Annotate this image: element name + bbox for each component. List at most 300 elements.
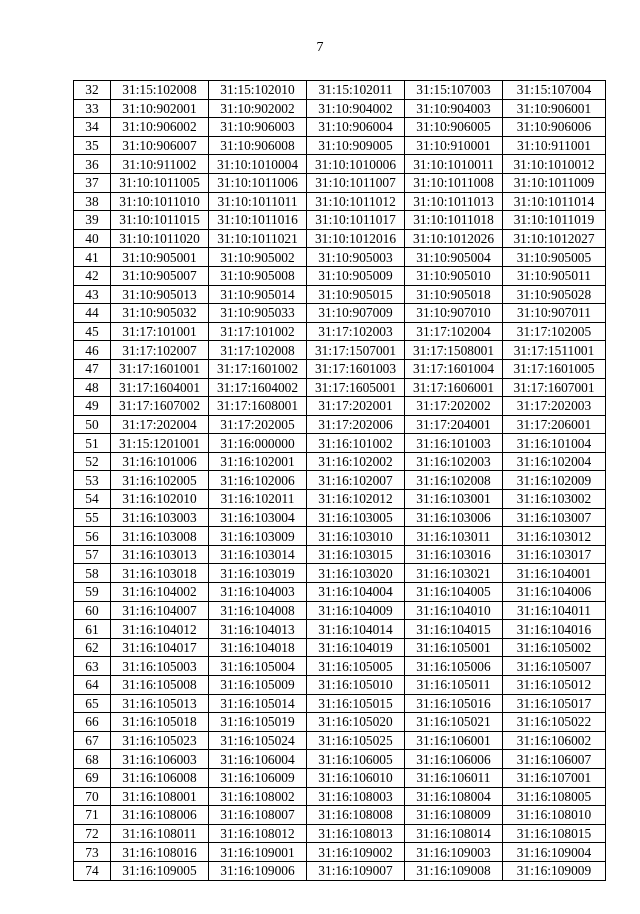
cadastral-code-cell: 31:10:906008	[209, 136, 307, 155]
cadastral-code-cell: 31:10:911002	[111, 155, 209, 174]
row-number: 41	[74, 248, 111, 267]
row-number: 42	[74, 266, 111, 285]
cadastral-code-cell: 31:16:105005	[307, 657, 405, 676]
page-number: 7	[316, 40, 324, 55]
cadastral-code-cell: 31:16:103016	[405, 545, 503, 564]
cadastral-code-cell: 31:16:108002	[209, 787, 307, 806]
row-number: 38	[74, 192, 111, 211]
cadastral-code-cell: 31:10:906004	[307, 118, 405, 137]
cadastral-code-cell: 31:16:102004	[503, 452, 606, 471]
cadastral-code-cell: 31:16:105021	[405, 713, 503, 732]
cadastral-code-cell: 31:17:1601001	[111, 359, 209, 378]
cadastral-code-cell: 31:16:103021	[405, 564, 503, 583]
cadastral-code-cell: 31:10:905008	[209, 266, 307, 285]
cadastral-code-cell: 31:10:1011005	[111, 173, 209, 192]
row-number: 48	[74, 378, 111, 397]
cadastral-code-cell: 31:16:103011	[405, 527, 503, 546]
row-number: 63	[74, 657, 111, 676]
cadastral-code-cell: 31:10:1011021	[209, 229, 307, 248]
cadastral-code-cell: 31:10:1010011	[405, 155, 503, 174]
cadastral-code-cell: 31:16:104010	[405, 601, 503, 620]
row-number: 56	[74, 527, 111, 546]
table-row	[74, 713, 606, 732]
cadastral-code-cell: 31:15:102008	[111, 81, 209, 100]
cadastral-code-cell: 31:10:1012027	[503, 229, 606, 248]
cadastral-code-cell: 31:16:105024	[209, 731, 307, 750]
cadastral-code-cell: 31:17:102007	[111, 341, 209, 360]
cadastral-code-cell: 31:17:202002	[405, 397, 503, 416]
cadastral-code-cell: 31:16:104019	[307, 638, 405, 657]
cadastral-code-cell: 31:16:103012	[503, 527, 606, 546]
cadastral-code-cell: 31:16:105018	[111, 713, 209, 732]
cadastral-code-cell: 31:16:102006	[209, 471, 307, 490]
cadastral-code-cell: 31:10:1011019	[503, 211, 606, 230]
cadastral-code-cell: 31:10:1011006	[209, 173, 307, 192]
cadastral-code-cell: 31:10:905015	[307, 285, 405, 304]
cadastral-code-cell: 31:16:108014	[405, 824, 503, 843]
cadastral-code-cell: 31:10:907010	[405, 304, 503, 323]
row-number: 55	[74, 508, 111, 527]
cadastral-code-cell: 31:16:103010	[307, 527, 405, 546]
cadastral-code-cell: 31:10:1010012	[503, 155, 606, 174]
cadastral-code-cell: 31:16:103003	[111, 508, 209, 527]
cadastral-code-cell: 31:16:104018	[209, 638, 307, 657]
row-number: 33	[74, 99, 111, 118]
cadastral-code-cell: 31:17:101001	[111, 322, 209, 341]
table-row	[74, 620, 606, 639]
cadastral-code-cell: 31:16:108012	[209, 824, 307, 843]
row-number: 37	[74, 173, 111, 192]
table-row	[74, 266, 606, 285]
table-row	[74, 304, 606, 323]
cadastral-code-cell: 31:16:105003	[111, 657, 209, 676]
cadastral-code-cell: 31:16:109003	[405, 843, 503, 862]
cadastral-code-cell: 31:16:105023	[111, 731, 209, 750]
cadastral-code-cell: 31:17:1605001	[307, 378, 405, 397]
cadastral-code-cell: 31:10:905033	[209, 304, 307, 323]
cadastral-code-cell: 31:16:104006	[503, 583, 606, 602]
row-number: 40	[74, 229, 111, 248]
cadastral-code-cell: 31:10:1012016	[307, 229, 405, 248]
cadastral-code-cell: 31:16:102010	[111, 490, 209, 509]
cadastral-code-cell: 31:17:1601002	[209, 359, 307, 378]
cadastral-code-cell: 31:16:105019	[209, 713, 307, 732]
cadastral-code-cell: 31:10:1010006	[307, 155, 405, 174]
cadastral-code-cell: 31:16:103005	[307, 508, 405, 527]
cadastral-code-cell: 31:16:108005	[503, 787, 606, 806]
cadastral-code-cell: 31:10:1011007	[307, 173, 405, 192]
cadastral-code-cell: 31:16:106011	[405, 768, 503, 787]
cadastral-code-cell: 31:16:105015	[307, 694, 405, 713]
cadastral-code-cell: 31:10:1012026	[405, 229, 503, 248]
table-row	[74, 471, 606, 490]
cadastral-code-cell: 31:10:1011020	[111, 229, 209, 248]
cadastral-code-cell: 31:17:202001	[307, 397, 405, 416]
cadastral-code-cell: 31:16:103007	[503, 508, 606, 527]
row-number: 73	[74, 843, 111, 862]
cadastral-code-cell: 31:16:109007	[307, 861, 405, 880]
row-number: 45	[74, 322, 111, 341]
cadastral-code-cell: 31:16:109008	[405, 861, 503, 880]
table-row	[74, 843, 606, 862]
row-number: 61	[74, 620, 111, 639]
cadastral-code-cell: 31:16:108009	[405, 806, 503, 825]
table-row	[74, 81, 606, 100]
cadastral-code-cell: 31:10:1011011	[209, 192, 307, 211]
cadastral-code-cell: 31:16:103020	[307, 564, 405, 583]
row-number: 67	[74, 731, 111, 750]
cadastral-code-cell: 31:10:905004	[405, 248, 503, 267]
cadastral-code-cell: 31:16:105006	[405, 657, 503, 676]
cadastral-code-cell: 31:16:102012	[307, 490, 405, 509]
row-number: 47	[74, 359, 111, 378]
cadastral-code-cell: 31:16:106001	[405, 731, 503, 750]
cadastral-code-cell: 31:16:106006	[405, 750, 503, 769]
cadastral-code-cell: 31:10:905009	[307, 266, 405, 285]
row-number: 52	[74, 452, 111, 471]
cadastral-code-cell: 31:16:104016	[503, 620, 606, 639]
cadastral-code-cell: 31:16:104003	[209, 583, 307, 602]
cadastral-code-cell: 31:17:1601005	[503, 359, 606, 378]
cadastral-code-cell: 31:16:106008	[111, 768, 209, 787]
cadastral-code-cell: 31:10:902002	[209, 99, 307, 118]
cadastral-code-cell: 31:16:105008	[111, 676, 209, 695]
cadastral-code-cell: 31:10:906005	[405, 118, 503, 137]
cadastral-code-cell: 31:16:103014	[209, 545, 307, 564]
cadastral-code-cell: 31:15:102010	[209, 81, 307, 100]
table-row	[74, 322, 606, 341]
cadastral-code-cell: 31:16:104015	[405, 620, 503, 639]
cadastral-code-cell: 31:17:1604001	[111, 378, 209, 397]
cadastral-code-cell: 31:17:206001	[503, 415, 606, 434]
row-number: 36	[74, 155, 111, 174]
cadastral-code-cell: 31:10:905013	[111, 285, 209, 304]
cadastral-code-cell: 31:16:105017	[503, 694, 606, 713]
row-number: 59	[74, 583, 111, 602]
cadastral-code-cell: 31:10:906001	[503, 99, 606, 118]
cadastral-code-cell: 31:16:104009	[307, 601, 405, 620]
cadastral-code-cell: 31:17:1511001	[503, 341, 606, 360]
cadastral-code-cell: 31:17:1601004	[405, 359, 503, 378]
cadastral-code-cell: 31:17:1508001	[405, 341, 503, 360]
cadastral-code-cell: 31:15:107004	[503, 81, 606, 100]
table-row	[74, 676, 606, 695]
cadastral-code-cell: 31:16:102011	[209, 490, 307, 509]
cadastral-code-cell: 31:10:1011017	[307, 211, 405, 230]
row-number: 60	[74, 601, 111, 620]
cadastral-code-cell: 31:17:102008	[209, 341, 307, 360]
row-number: 68	[74, 750, 111, 769]
cadastral-code-cell: 31:16:106003	[111, 750, 209, 769]
table-row	[74, 192, 606, 211]
cadastral-code-cell: 31:16:103019	[209, 564, 307, 583]
cadastral-code-cell: 31:17:1607002	[111, 397, 209, 416]
table-body	[74, 81, 606, 881]
cadastral-code-cell: 31:16:102002	[307, 452, 405, 471]
cadastral-code-cell: 31:16:109009	[503, 861, 606, 880]
table-row	[74, 99, 606, 118]
cadastral-code-cell: 31:16:108015	[503, 824, 606, 843]
cadastral-code-cell: 31:10:902001	[111, 99, 209, 118]
cadastral-code-cell: 31:16:109001	[209, 843, 307, 862]
cadastral-code-cell: 31:17:202003	[503, 397, 606, 416]
cadastral-code-cell: 31:16:106004	[209, 750, 307, 769]
table-row	[74, 490, 606, 509]
cadastral-code-cell: 31:16:102001	[209, 452, 307, 471]
table-row	[74, 601, 606, 620]
table-row	[74, 527, 606, 546]
cadastral-code-cell: 31:16:101003	[405, 434, 503, 453]
table-row	[74, 545, 606, 564]
table-row	[74, 397, 606, 416]
cadastral-code-cell: 31:16:105016	[405, 694, 503, 713]
table-row	[74, 806, 606, 825]
cadastral-code-cell: 31:17:102004	[405, 322, 503, 341]
cadastral-code-cell: 31:15:107003	[405, 81, 503, 100]
cadastral-code-cell: 31:16:105012	[503, 676, 606, 695]
cadastral-code-cell: 31:16:108011	[111, 824, 209, 843]
cadastral-code-cell: 31:10:906002	[111, 118, 209, 137]
table-row	[74, 731, 606, 750]
row-number: 66	[74, 713, 111, 732]
table-row	[74, 434, 606, 453]
table-row	[74, 508, 606, 527]
table-row	[74, 173, 606, 192]
cadastral-code-cell: 31:16:103009	[209, 527, 307, 546]
cadastral-code-cell: 31:17:1601003	[307, 359, 405, 378]
cadastral-code-cell: 31:16:105007	[503, 657, 606, 676]
cadastral-code-cell: 31:16:108010	[503, 806, 606, 825]
cadastral-code-cell: 31:16:104013	[209, 620, 307, 639]
cadastral-code-cell: 31:16:105025	[307, 731, 405, 750]
cadastral-code-cell: 31:16:103008	[111, 527, 209, 546]
row-number: 46	[74, 341, 111, 360]
cadastral-code-cell: 31:10:904002	[307, 99, 405, 118]
cadastral-code-cell: 31:17:102005	[503, 322, 606, 341]
cadastral-code-cell: 31:15:102011	[307, 81, 405, 100]
row-number: 70	[74, 787, 111, 806]
table-row	[74, 750, 606, 769]
cadastral-code-cell: 31:10:905018	[405, 285, 503, 304]
row-number: 57	[74, 545, 111, 564]
cadastral-code-cell: 31:10:1010004	[209, 155, 307, 174]
cadastral-code-cell: 31:16:104008	[209, 601, 307, 620]
row-number: 72	[74, 824, 111, 843]
cadastral-code-cell: 31:10:905001	[111, 248, 209, 267]
cadastral-code-cell: 31:10:904003	[405, 99, 503, 118]
cadastral-code-cell: 31:10:906003	[209, 118, 307, 137]
cadastral-code-cell: 31:16:105022	[503, 713, 606, 732]
cadastral-code-cell: 31:16:106002	[503, 731, 606, 750]
table-row	[74, 638, 606, 657]
cadastral-code-cell: 31:16:106007	[503, 750, 606, 769]
cadastral-code-cell: 31:16:103018	[111, 564, 209, 583]
cadastral-code-cell: 31:17:202005	[209, 415, 307, 434]
table-row	[74, 211, 606, 230]
row-number: 32	[74, 81, 111, 100]
cadastral-code-cell: 31:16:107001	[503, 768, 606, 787]
cadastral-code-cell: 31:16:102009	[503, 471, 606, 490]
cadastral-code-cell: 31:10:905003	[307, 248, 405, 267]
cadastral-code-cell: 31:16:104007	[111, 601, 209, 620]
cadastral-code-cell: 31:16:109006	[209, 861, 307, 880]
table-row	[74, 136, 606, 155]
cadastral-code-cell: 31:16:104017	[111, 638, 209, 657]
cadastral-code-cell: 31:16:102005	[111, 471, 209, 490]
cadastral-code-cell: 31:16:105002	[503, 638, 606, 657]
table-row	[74, 564, 606, 583]
row-number: 35	[74, 136, 111, 155]
cadastral-code-cell: 31:16:101004	[503, 434, 606, 453]
cadastral-codes-table	[73, 80, 606, 881]
cadastral-code-cell: 31:10:905002	[209, 248, 307, 267]
row-number: 34	[74, 118, 111, 137]
row-number: 58	[74, 564, 111, 583]
cadastral-code-cell: 31:10:1011013	[405, 192, 503, 211]
cadastral-code-cell: 31:16:109002	[307, 843, 405, 862]
cadastral-code-cell: 31:17:1607001	[503, 378, 606, 397]
cadastral-code-cell: 31:16:103013	[111, 545, 209, 564]
cadastral-code-cell: 31:16:105020	[307, 713, 405, 732]
cadastral-code-cell: 31:16:106009	[209, 768, 307, 787]
row-number: 54	[74, 490, 111, 509]
row-number: 53	[74, 471, 111, 490]
table-row	[74, 694, 606, 713]
cadastral-code-cell: 31:10:1011008	[405, 173, 503, 192]
cadastral-code-cell: 31:10:905032	[111, 304, 209, 323]
cadastral-code-cell: 31:10:1011015	[111, 211, 209, 230]
cadastral-code-cell: 31:16:108016	[111, 843, 209, 862]
cadastral-code-cell: 31:16:103004	[209, 508, 307, 527]
cadastral-code-cell: 31:16:103017	[503, 545, 606, 564]
cadastral-code-cell: 31:16:101002	[307, 434, 405, 453]
cadastral-code-cell: 31:10:909005	[307, 136, 405, 155]
cadastral-code-cell: 31:16:109004	[503, 843, 606, 862]
table-row	[74, 787, 606, 806]
cadastral-code-cell: 31:16:105009	[209, 676, 307, 695]
cadastral-code-cell: 31:10:907009	[307, 304, 405, 323]
table-row	[74, 359, 606, 378]
cadastral-code-cell: 31:16:104014	[307, 620, 405, 639]
table-row	[74, 248, 606, 267]
cadastral-code-cell: 31:16:104002	[111, 583, 209, 602]
cadastral-code-cell: 31:16:108004	[405, 787, 503, 806]
row-number: 62	[74, 638, 111, 657]
row-number: 49	[74, 397, 111, 416]
cadastral-code-cell: 31:16:104005	[405, 583, 503, 602]
table-row	[74, 118, 606, 137]
cadastral-code-cell: 31:16:105004	[209, 657, 307, 676]
cadastral-code-cell: 31:16:101006	[111, 452, 209, 471]
cadastral-code-cell: 31:10:1011012	[307, 192, 405, 211]
row-number: 43	[74, 285, 111, 304]
table-row	[74, 341, 606, 360]
cadastral-code-cell: 31:17:1608001	[209, 397, 307, 416]
table-row	[74, 768, 606, 787]
cadastral-code-cell: 31:10:1011010	[111, 192, 209, 211]
cadastral-code-cell: 31:16:103015	[307, 545, 405, 564]
cadastral-code-cell: 31:16:108007	[209, 806, 307, 825]
cadastral-code-cell: 31:17:1507001	[307, 341, 405, 360]
cadastral-code-cell: 31:10:905005	[503, 248, 606, 267]
cadastral-code-cell: 31:16:104004	[307, 583, 405, 602]
row-number: 65	[74, 694, 111, 713]
cadastral-code-cell: 31:10:906006	[503, 118, 606, 137]
table-row	[74, 229, 606, 248]
table-row	[74, 824, 606, 843]
cadastral-code-cell: 31:16:106005	[307, 750, 405, 769]
cadastral-code-cell: 31:17:202006	[307, 415, 405, 434]
cadastral-code-cell: 31:16:104011	[503, 601, 606, 620]
table-row	[74, 415, 606, 434]
table-row	[74, 378, 606, 397]
row-number: 69	[74, 768, 111, 787]
row-number: 39	[74, 211, 111, 230]
table-row	[74, 583, 606, 602]
cadastral-code-cell: 31:16:108003	[307, 787, 405, 806]
table-row	[74, 657, 606, 676]
cadastral-code-cell: 31:16:105001	[405, 638, 503, 657]
cadastral-code-cell: 31:16:103002	[503, 490, 606, 509]
row-number: 50	[74, 415, 111, 434]
cadastral-code-cell: 31:10:905010	[405, 266, 503, 285]
cadastral-code-cell: 31:10:1011016	[209, 211, 307, 230]
cadastral-code-cell: 31:17:1604002	[209, 378, 307, 397]
cadastral-code-cell: 31:16:108006	[111, 806, 209, 825]
cadastral-code-cell: 31:16:105013	[111, 694, 209, 713]
cadastral-code-cell: 31:17:101002	[209, 322, 307, 341]
table-row	[74, 155, 606, 174]
row-number: 51	[74, 434, 111, 453]
row-number: 64	[74, 676, 111, 695]
table-row	[74, 285, 606, 304]
cadastral-code-cell: 31:10:1011018	[405, 211, 503, 230]
cadastral-code-cell: 31:10:1011009	[503, 173, 606, 192]
cadastral-code-cell: 31:16:109005	[111, 861, 209, 880]
row-number: 74	[74, 861, 111, 880]
cadastral-code-cell: 31:17:204001	[405, 415, 503, 434]
cadastral-code-cell: 31:10:1011014	[503, 192, 606, 211]
cadastral-code-cell: 31:16:108001	[111, 787, 209, 806]
table-row	[74, 861, 606, 880]
cadastral-code-cell: 31:16:103006	[405, 508, 503, 527]
row-number: 44	[74, 304, 111, 323]
cadastral-code-cell: 31:15:1201001	[111, 434, 209, 453]
table-row	[74, 452, 606, 471]
cadastral-code-cell: 31:16:102008	[405, 471, 503, 490]
cadastral-code-cell: 31:16:108008	[307, 806, 405, 825]
cadastral-code-cell: 31:16:104001	[503, 564, 606, 583]
cadastral-code-cell: 31:10:911001	[503, 136, 606, 155]
cadastral-code-cell: 31:17:102003	[307, 322, 405, 341]
cadastral-code-cell: 31:16:105011	[405, 676, 503, 695]
cadastral-code-cell: 31:16:000000	[209, 434, 307, 453]
cadastral-code-cell: 31:16:103001	[405, 490, 503, 509]
cadastral-code-cell: 31:16:106010	[307, 768, 405, 787]
cadastral-code-cell: 31:17:1606001	[405, 378, 503, 397]
cadastral-code-cell: 31:10:905028	[503, 285, 606, 304]
cadastral-code-cell: 31:16:105010	[307, 676, 405, 695]
cadastral-code-cell: 31:10:906007	[111, 136, 209, 155]
cadastral-code-cell: 31:10:910001	[405, 136, 503, 155]
cadastral-code-cell: 31:10:905007	[111, 266, 209, 285]
cadastral-code-cell: 31:16:102003	[405, 452, 503, 471]
cadastral-code-cell: 31:16:104012	[111, 620, 209, 639]
cadastral-code-cell: 31:17:202004	[111, 415, 209, 434]
row-number: 71	[74, 806, 111, 825]
cadastral-code-cell: 31:16:105014	[209, 694, 307, 713]
cadastral-code-cell: 31:10:907011	[503, 304, 606, 323]
